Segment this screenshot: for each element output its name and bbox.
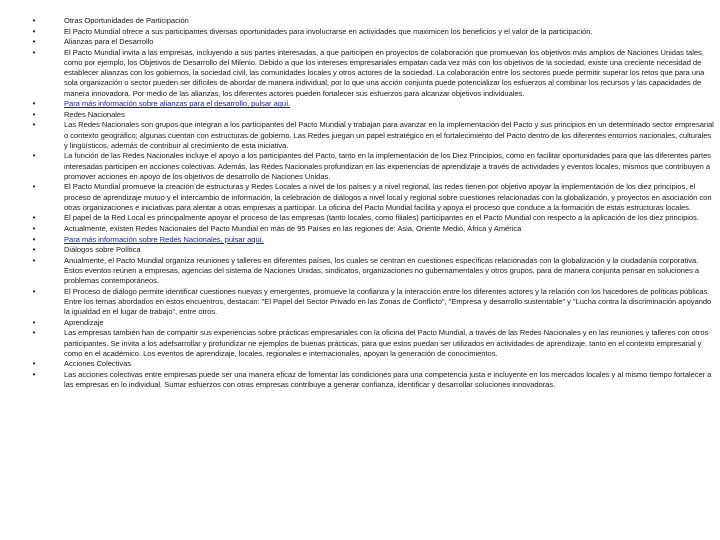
list-item: [30, 370, 714, 390]
bullet-icon: •: [32, 26, 36, 36]
bullet-icon: •: [32, 234, 36, 244]
item-text: Actualmente, existen Redes Nacionales del Pacto Mundial en más de 95 Países en las regiones de: Asia, Oriente Medio, África y América: [64, 223, 522, 233]
bullet-icon: •: [32, 213, 36, 223]
list-item: [30, 224, 714, 234]
list-item: [30, 120, 714, 151]
bullet-icon: •: [32, 223, 36, 233]
list-item: [30, 328, 714, 359]
bullet-icon: •: [32, 99, 36, 109]
bullet-icon: •: [32, 359, 36, 369]
list-item: [30, 287, 714, 318]
list-item: [30, 16, 714, 26]
more-info-link[interactable]: Para más información sobre Redes Nacionales, pulsar aquí.: [64, 234, 264, 244]
item-text: Anualmente, el Pacto Mundial organiza reuniones y talleres en diferentes países, los cuales se centran en cuestiones específicas relacionadas con la globalización y la ciudadanía corporativa. Estos eventos reúnen a empresas, agencias del sistema de Naciones Unidas, sindicatos, organizaciones no gubernamentales y otros grupos, para de manera conjunta pensar en soluciones a problemas contemporáneos.: [64, 255, 700, 286]
bullet-icon: •: [32, 182, 36, 192]
item-text: Las empresas también han de compartir sus experiencias sobre prácticas empresariales con la oficina del Pacto Mundial, a través de las Redes Nacionales y en las reuniones y talleres con otros participantes. Se invita a los adefsarrollar y profundizar ne ejemplos de buenas prácticas, para que estos puedan ser utilizados en actividades de aprendizaje, tanto en el contexto empresarial y como en el académico. Los eventos de aprendizaje, locales, regionales e internacionales, apoyan la generación de conocimientos.: [64, 328, 709, 358]
list-item: [30, 151, 714, 182]
item-text: Las Redes Nacionales son grupos que integran a los participantes del Pacto Mundial y trabajan para avanzar en la implementación del Pacto y sus principios en un determinado sector empresarial o contexto geográfico; algunas cuentan con estructuras de gobierno. Las Redes juegan un papel estratégico en el fortalecimiento del Pacto dentro de los diferentes entornos nacionales, culturales y lingüísticos, además de contribuir al crecimiento de esta iniciativa.: [64, 120, 714, 150]
item-text: Aprendizaje: [64, 317, 104, 327]
item-text: Redes Nacionales: [64, 109, 125, 119]
list-item: [30, 110, 714, 120]
bullet-icon: •: [32, 245, 36, 255]
bullet-icon: •: [32, 16, 36, 25]
item-text: Diálogos sobre Política: [64, 245, 141, 255]
bullet-icon: •: [32, 47, 36, 57]
item-text: Acciones Colectivas: [64, 359, 132, 369]
item-text: Alianzas para el Desarrollo: [64, 37, 154, 47]
list-item: [30, 37, 714, 47]
list-item: [30, 245, 714, 255]
bullet-icon: •: [32, 120, 36, 130]
bullet-icon: •: [32, 151, 36, 161]
item-text: El Pacto Mundial promueve la creación de estructuras y Redes Locales a nivel de los países y a nivel regional, las redes tienen por objetivo apoyar la implementación de los diez principios, el proceso de aprendizaje mutuo y el intercambio de información, la celebración de diálogos a nivel local y regional sobre cuestiones relacionadas con la globalización, y proyectos en asociación con otras organizaciones e iniciativas para alentar a otras empresas a participar. La oficina del Pacto Mundial facilita y apoya el proceso que conduce a la formación de estas estructuras locales.: [64, 182, 712, 212]
more-info-link-item[interactable]: [30, 235, 714, 245]
item-text: El Pacto Mundial ofrece a sus participantes diversas oportunidades para involucrarse en actividades que maximicen los beneficios y el valor de la participación.: [64, 26, 593, 36]
list-item: [30, 182, 714, 213]
bullet-list: [30, 16, 714, 390]
item-text: El Proceso de diálogo permite identificar cuestiones nuevas y emergentes, promueve la confianza y la interacción entre los diferentes actores y la relación con los hacedores de políticas públicas. Entre los temas abordados en estos encuentros, destacan: "El Papel del Sector Privado en las Zonas de Conflicto", "Empresa y desarrollo sustentable" y "Lucha contra la discriminación apoyando la igualdad en el lugar de trabajo", entre otros.: [64, 286, 712, 317]
bullet-icon: •: [32, 317, 36, 327]
list-item: [30, 27, 714, 37]
item-text: El Pacto Mundial invita a las empresas, incluyendo a sus partes interesadas, a que participen en proyectos de colaboración que promuevan los objetivos más amplios de Naciones Unidas tales, como por ejemplo, los Objetivos de Desarrollo del Milenio. Debido a que los intereses empresariales empatan cada vez más con los objetivos de la sociedad, existe una creciente necesidad de establecer alianzas con los gobiernos, la sociedad civil, las comunidades locales y otros actores de la sociedad. La colaboración entre los sectores puede permitir superar los retos que para una sola organización o sector pueden ser difíciles de abordar de manera individual, por lo que una acción conjunta puede potencializar los esfuerzos al combinar los recursos y las capacidades de manera innovadora. Por medio de las alianzas, los diferentes actores pueden fortalecer sus esfuerzos para alcanzar objetivos individuales.: [64, 47, 705, 98]
more-info-link[interactable]: Para más información sobre alianzas para el desarrollo, pulsar aquí.: [64, 99, 291, 109]
item-text: La función de las Redes Nacionales incluye el apoyo a los participantes del Pacto, tanto en la implementación de los Diez Principios, como en facilitar oportunidades para que las diferentes partes interesadas participen en acciones colectivas. Además, las Redes Nacionales profundizan en las experiencias de aprendizaje a través de actividades y eventos locales, mismos que contribuyen a promover acciones en apoyo de los objetivos de desarrollo de Naciones Unidas.: [64, 151, 712, 181]
item-text: Las acciones colectivas entre empresas puede ser una manera eficaz de fomentar las condiciones para una competencia justa e incluyente en los mercados locales y al mismo tiempo fortalecer a las empresas en lo individual. Sumar esfuerzos con otras empresas contribuye a generar confianza, identificar y desarrollar soluciones innovadoras.: [64, 369, 712, 390]
bullet-icon: •: [32, 286, 36, 296]
list-item: [30, 256, 714, 287]
bullet-icon: •: [32, 369, 36, 379]
list-item: [30, 359, 714, 369]
bullet-icon: •: [32, 37, 36, 47]
list-item: [30, 48, 714, 99]
bullet-icon: •: [32, 255, 36, 265]
list-item: [30, 318, 714, 328]
item-text: El papel de la Red Local es principalmente apoyar el proceso de las empresas (tanto locales, como filiales) participantes en el Pacto Mundial con respecto a la aplicación de los diez principios.: [64, 213, 699, 223]
more-info-link-item[interactable]: [30, 99, 714, 109]
bullet-icon: •: [32, 328, 36, 338]
item-text: Otras Oportunidades de Participación: [64, 16, 189, 25]
list-item: [30, 213, 714, 223]
bullet-icon: •: [32, 109, 36, 119]
